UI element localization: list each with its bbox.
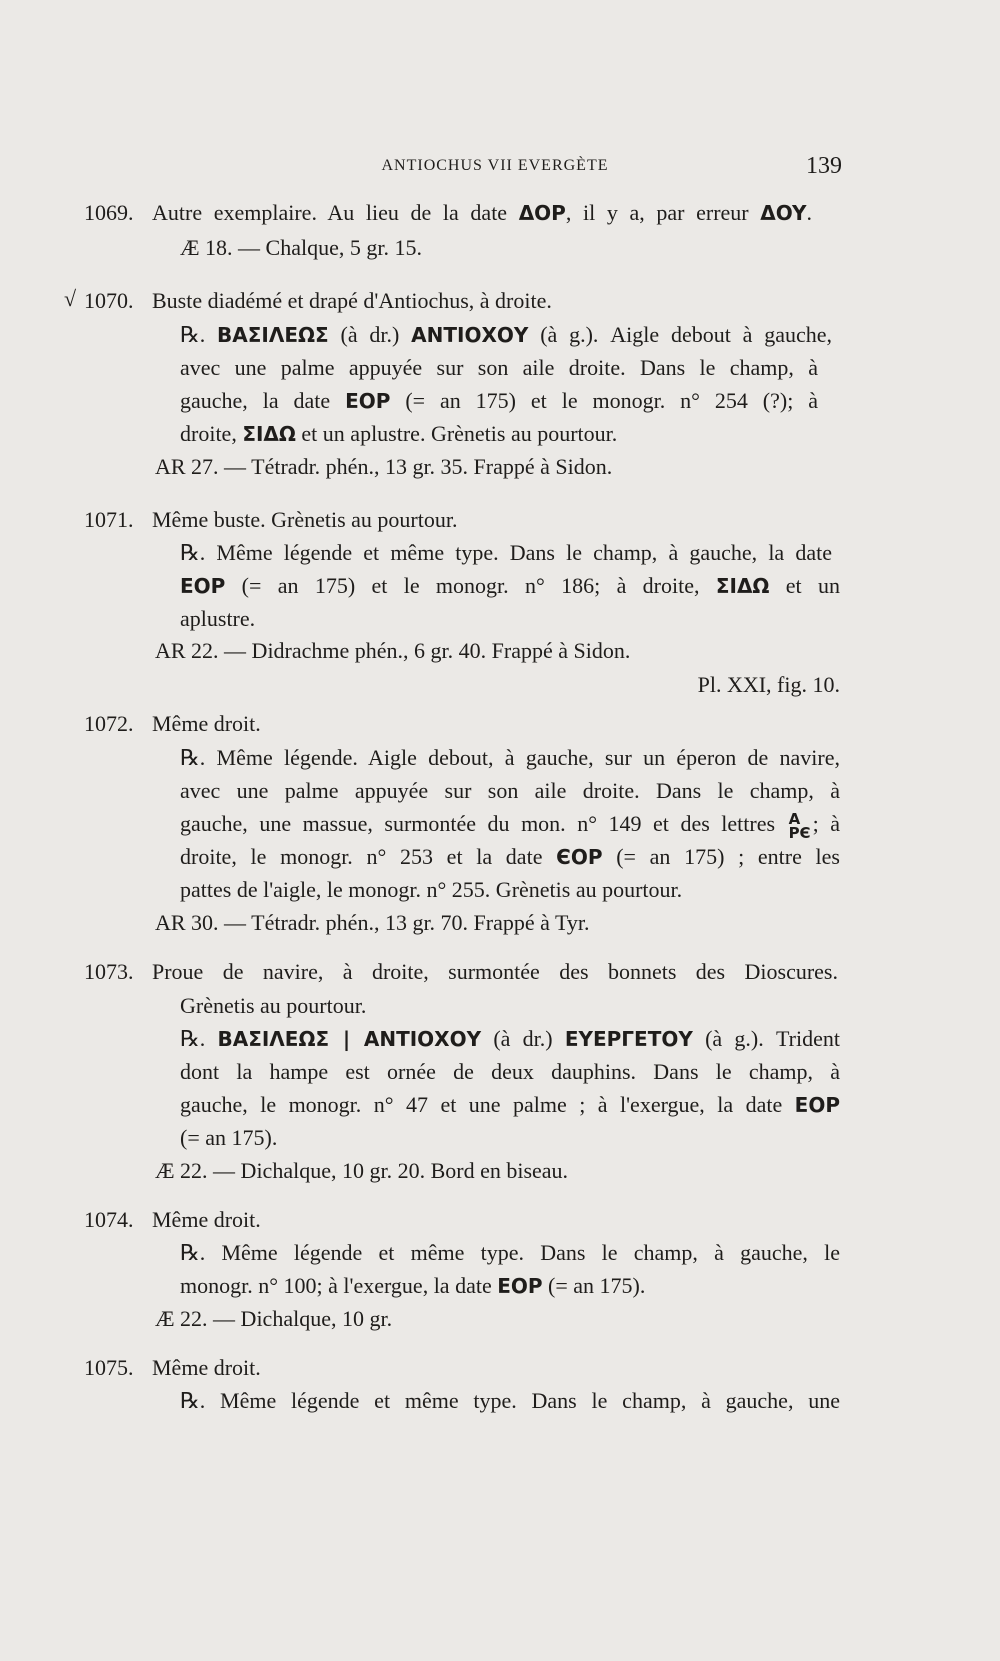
entry-line: Æ 22. — Dichalque, 10 gr. (155, 1306, 393, 1331)
entry-line: gauche, la date ΕΟΡ (= an 175) et le monogr. n° 254 (?); à (180, 388, 818, 413)
entry-line: ℞. ΒΑΣΙΛΕΩΣ (à dr.) ΑΝΤΙΟΧΟΥ (à g.). Aigle debout à gauche, (180, 322, 833, 347)
entry-number: 1069. (84, 200, 134, 225)
entry-number: 1075. (84, 1355, 134, 1380)
entry-line: (= an 175). (180, 1125, 278, 1150)
entry-line: dont la hampe est ornée de deux dauphins. Dans le champ, à (180, 1059, 840, 1084)
entry-line: AR 22. — Didrachme phén., 6 gr. 40. Frappé à Sidon. (155, 638, 631, 663)
entry-line: Même droit. (152, 1355, 261, 1380)
entry-line: Proue de navire, à droite, surmontée des bonnets des Dioscures. (152, 959, 838, 984)
letters-fraction: A PЄ (788, 810, 811, 842)
entry-line: Buste diadémé et drapé d'Antiochus, à droite. (152, 288, 552, 313)
entry-line: droite, ΣΙΔΩ et un aplustre. Grènetis au pourtour. (180, 421, 618, 446)
entry-number: 1070. (84, 288, 134, 313)
entry-line: Æ 22. — Dichalque, 10 gr. 20. Bord en biseau. (155, 1158, 569, 1183)
entry-line: Æ 18. — Chalque, 5 gr. 15. (180, 235, 422, 260)
entry-line: AR 27. — Tétradr. phén., 13 gr. 35. Frappé à Sidon. (155, 454, 613, 479)
plate-reference: Pl. XXI, fig. 10. (697, 672, 840, 697)
page-number: 139 (806, 153, 842, 179)
entry-line: aplustre. (180, 606, 256, 631)
entry-line: gauche, une massue, surmontée du mon. n° 149 et des lettres A PЄ ; à (180, 810, 840, 842)
entry-line: gauche, le monogr. n° 47 et une palme ; à l'exergue, la date ΕΟΡ (180, 1092, 840, 1117)
entry-line: avec une palme appuyée sur son aile droite. Dans le champ, à (180, 355, 818, 380)
entry-line: ℞. ΒΑΣΙΛΕΩΣ | ΑΝΤΙΟΧΟΥ (à dr.) ΕΥΕΡΓΕΤΟΥ (à g.). Trident (180, 1026, 840, 1051)
entry-line: avec une palme appuyée sur son aile droite. Dans le champ, à (180, 778, 840, 803)
entry-line: ΕΟΡ (= an 175) et le monogr. n° 186; à droite, ΣΙΔΩ et un (180, 573, 840, 598)
entry-line: Même buste. Grènetis au pourtour. (152, 507, 458, 532)
entry-line: AR 30. — Tétradr. phén., 13 gr. 70. Frappé à Tyr. (155, 910, 590, 935)
entry-number: 1072. (84, 711, 134, 736)
entry-line: droite, le monogr. n° 253 et la date ЄΟΡ (= an 175) ; entre les (180, 844, 840, 869)
entry-line: Autre exemplaire. Au lieu de la date ΔOP, il y a, par erreur ΔOY. (152, 200, 812, 225)
entry-number: 1073. (84, 959, 134, 984)
entry-line: ℞. Même légende. Aigle debout, à gauche, sur un éperon de navire, (180, 745, 840, 770)
entry-line: Même droit. (152, 1207, 261, 1232)
entry-number: 1074. (84, 1207, 134, 1232)
entry-line: ℞. Même légende et même type. Dans le champ, à gauche, une (180, 1388, 840, 1413)
entry-line: pattes de l'aigle, le monogr. n° 255. Grènetis au pourtour. (180, 877, 683, 902)
entry-line: ℞. Même légende et même type. Dans le champ, à gauche, la date (180, 540, 832, 565)
entry-line: monogr. n° 100; à l'exergue, la date ΕΟΡ (= an 175). (180, 1273, 646, 1298)
entry-line: Grènetis au pourtour. (180, 993, 367, 1018)
entry-line: ℞. Même légende et même type. Dans le champ, à gauche, le (180, 1240, 840, 1265)
check-mark: √ (64, 286, 77, 311)
entry-line: Même droit. (152, 711, 261, 736)
entry-number: 1071. (84, 507, 134, 532)
running-title: ANTIOCHUS VII EVERGÈTE (381, 157, 609, 174)
